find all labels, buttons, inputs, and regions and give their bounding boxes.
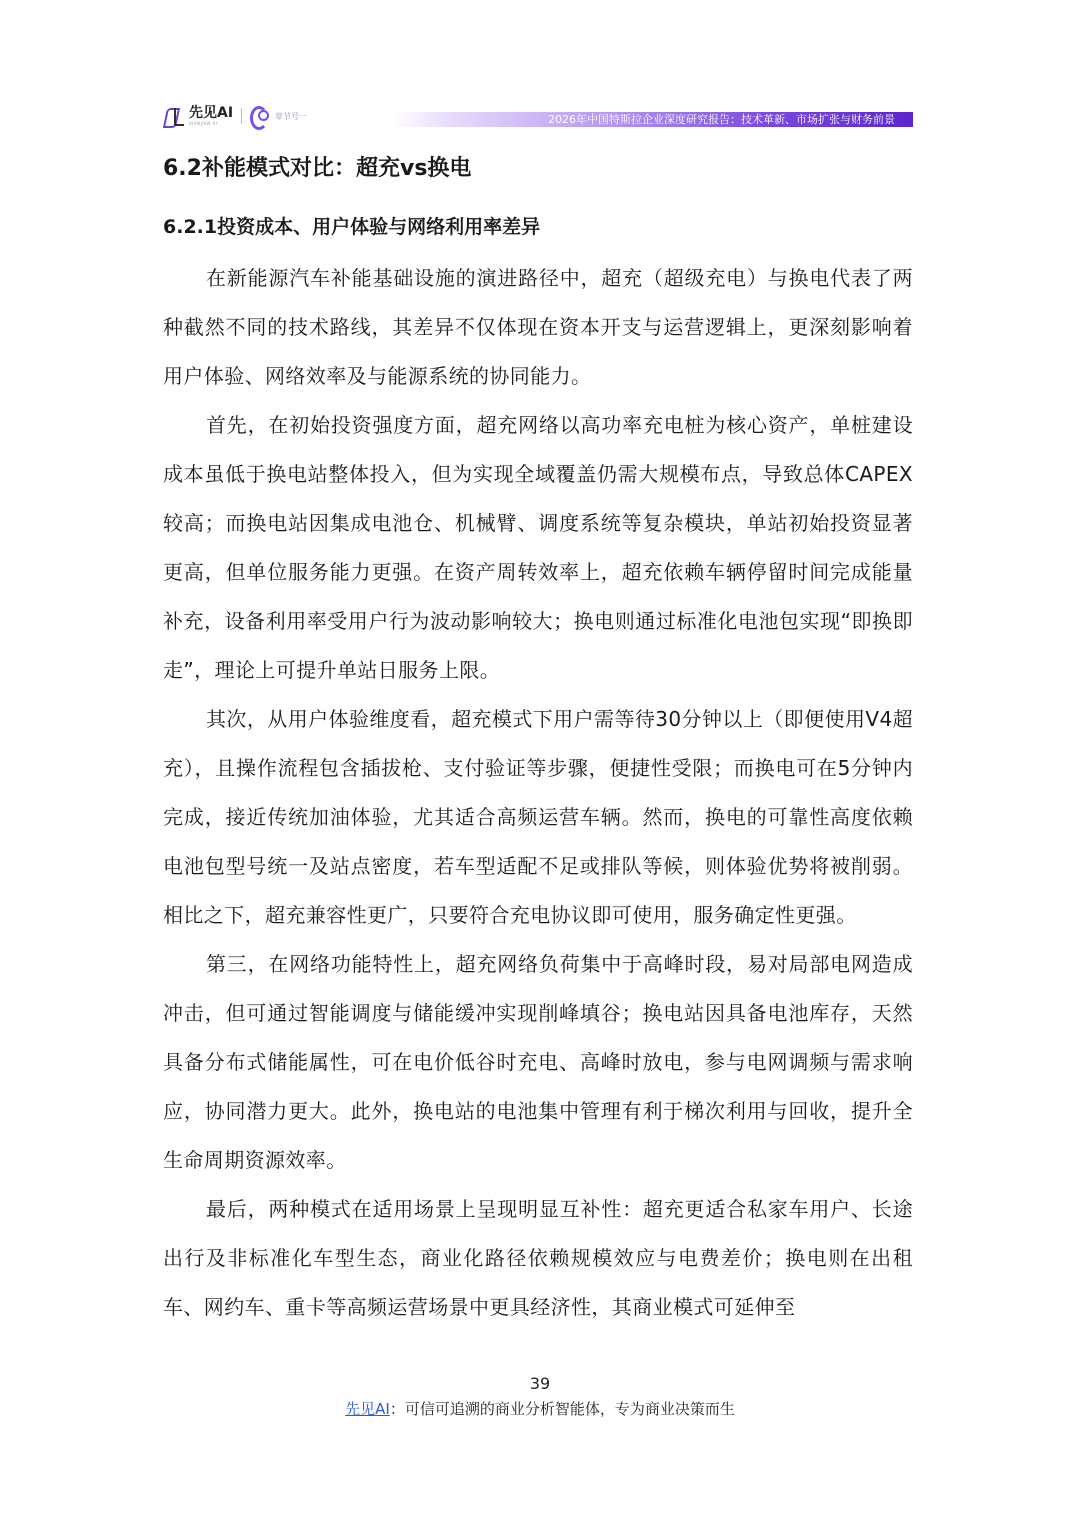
paragraph-investment: 首先，在初始投资强度方面，超充网络以高功率充电桩为核心资产，单桩建设成本虽低于换电站整体投入，但为实现全域覆盖仍需大规模布点，导致总体CAPEX较高；而换电站因集成电池仓、机械臂、调度系统等复杂模块，单站初始投资显著更高，但单位服务能力更强。在资产周转效率上，超充依赖车辆停留时间完成能量补充，设备利用率受用户行为波动影响较大；换电则通过标准化电池包实现“即换即走”，理论上可提升单站日服务上限。 [163,413,913,682]
logo-divider [241,108,242,124]
paragraph-network: 第三，在网络功能特性上，超充网络负荷集中于高峰时段，易对局部电网造成冲击，但可通过智能调度与储能缓冲实现削峰填谷；换电站因具备电池库存，天然具备分布式储能属性，可在电价低谷时充电、高峰时放电，参与电网调频与需求响应，协同潜力更大。此外，换电站的电池集中管理有利于梯次利用与回收，提升全生命周期资源效率。 [163,952,913,1172]
header-banner [393,112,913,127]
xianjian-logo-icon [163,105,185,127]
page-number: 39 [529,1374,551,1393]
brand-logo-text [189,106,233,126]
brand-logos [163,104,307,128]
paragraph-user-experience: 其次，从用户体验维度看，超充模式下用户需等待30分钟以上（即便使用V4超充），且操作流程包含插拔枪、支付验证等步骤，便捷性受限；而换电可在5分钟内完成，接近传统加油体验，尤其适合高频运营车辆。然而，换电的可靠性高度依赖电池包型号统一及站点密度，若车型适配不足或排队等候，则体验优势将被削弱。相比之下，超充兼容性更广，只要符合充电协议即可使用，服务确定性更强。 [163,707,913,927]
page-header [163,100,913,130]
section-title: 6.2补能模式对比：超充vs换电 [163,156,472,181]
footer-tagline: ：可信可追溯的商业分析智能体，专为商业决策而生 [389,1400,735,1418]
brand-name: 先见AI [189,105,234,121]
paragraph-scenarios: 最后，两种模式在适用场景上呈现明显互补性：超充更适合私家车用户、长途出行及非标准化车型生态，商业化路径依赖规模效应与电费差价；换电则在出租车、网约车、重卡等高频运营场景中更具经济性，其商业模式可延伸至 [163,1197,913,1319]
footer-brand-link[interactable]: 先见AI [345,1400,390,1418]
partner-name: 章节号一 [275,111,308,121]
brand-sub: XIANJIAN AI [189,121,218,126]
page-footer [0,1397,1080,1421]
subsection-title: 6.2.1投资成本、用户体验与网络利用率差异 [163,216,541,238]
partner-logo-icon [250,106,270,126]
report-title: 2026年中国特斯拉企业深度研究报告：技术革新、市场扩张与财务前景 [548,113,895,126]
body-text [163,254,913,1379]
paragraph-intro: 在新能源汽车补能基础设施的演进路径中，超充（超级充电）与换电代表了两种截然不同的技术路线，其差异不仅体现在资本开支与运营逻辑上，更深刻影响着用户体验、网络效率及与能源系统的协同能力。 [163,266,913,388]
